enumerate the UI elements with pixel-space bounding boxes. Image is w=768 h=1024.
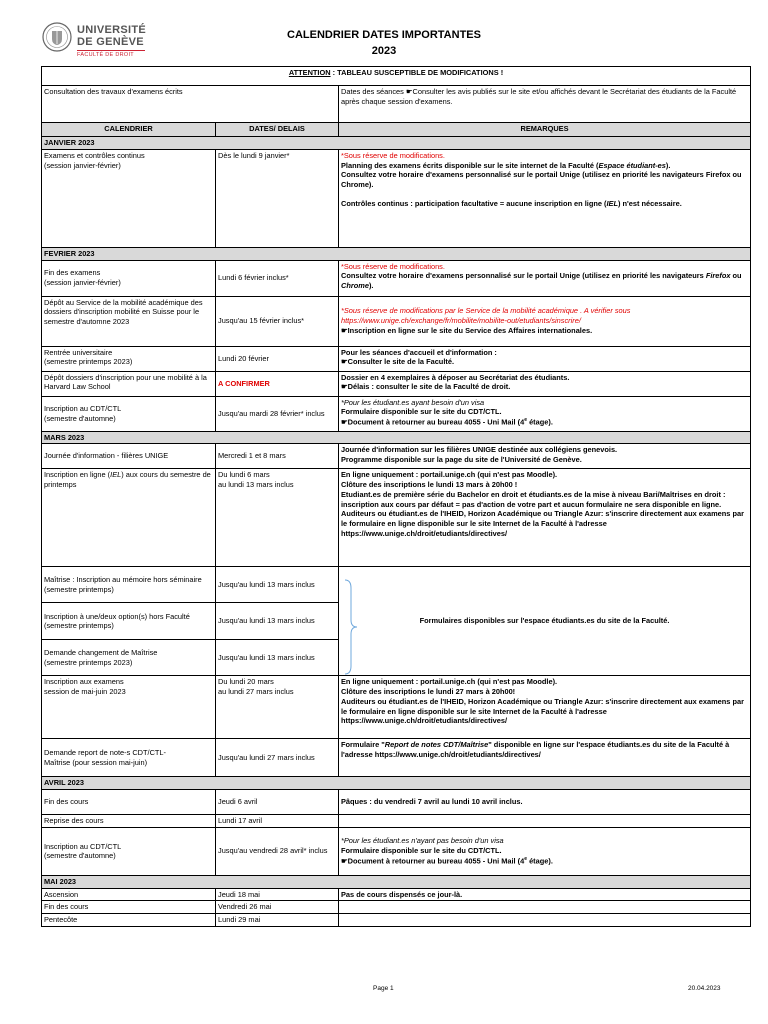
table-row: [42, 567, 751, 603]
logo-faculty: FACULTÉ DE DROIT: [77, 52, 134, 58]
date-cell: Lundi 17 avril: [216, 815, 339, 828]
calendar-cell: Dépôt au Service de la mobilité académique des dossiers d'inscription mobilité en Suisse pour le semestre d'automne 2023: [42, 296, 216, 346]
calendar-cell: Fin des cours: [42, 790, 216, 815]
remarks-cell: *Sous réserve de modifications par le Service de la mobilité académique . A vérifier sous https://www.unige.ch/exchange/fr/mobilite/mobilite-out/etudiants/sinscrire/ ☛Inscription en ligne sur le site du Service des Affaires internationales.: [339, 296, 751, 346]
table-row: [42, 469, 751, 567]
table-row: [42, 371, 751, 396]
remarks-cell: Pour les séances d'accueil et d'information : ☛Consulter le site de la Faculté.: [339, 346, 751, 371]
table-row: [42, 676, 751, 739]
table-row: [42, 444, 751, 469]
table-row: [42, 888, 751, 901]
month-row-fevrier: [42, 247, 751, 260]
curly-brace-icon: [343, 578, 363, 676]
table-row: [42, 346, 751, 371]
date-cell: Jeudi 6 avril: [216, 790, 339, 815]
month-label: JANVIER 2023: [42, 137, 751, 150]
date-cell: A CONFIRMER: [216, 371, 339, 396]
date-cell: Lundi 20 février: [216, 346, 339, 371]
table-row: [42, 815, 751, 828]
date-cell: Lundi 6 février inclus*: [216, 260, 339, 296]
remarks-cell: En ligne uniquement : portail.unige.ch (qui n'est pas Moodle). Clôture des inscriptions le lundi 27 mars à 20h00! Auditeurs ou étudiant.es de l'IHEID, Horizon Académique ou Triangle Azur: s'inscrire directement aux examens par le formulaire en ligne disponible sur le site Internet de la Faculté à l'adresse https://www.unige.ch/droit/etudiants/directives/: [339, 676, 751, 739]
date-cell: Jusqu'au lundi 13 mars inclus: [216, 640, 339, 676]
table-row: [42, 827, 751, 875]
table-row: [42, 790, 751, 815]
table-row: [42, 260, 751, 296]
footer-date: 20.04.2023: [688, 985, 721, 992]
month-row-avril: [42, 777, 751, 790]
calendar-cell: Fin des cours: [42, 901, 216, 914]
date-cell: Du lundi 6 mars au lundi 13 mars inclus: [216, 469, 339, 567]
calendar-cell: Ascension: [42, 888, 216, 901]
date-cell: Jusqu'au 15 février inclus*: [216, 296, 339, 346]
footer-page: Page 1: [373, 985, 394, 992]
calendar-cell: Reprise des cours: [42, 815, 216, 828]
calendar-table: [41, 66, 751, 927]
date-cell: Dès le lundi 9 janvier*: [216, 149, 339, 247]
date-cell: Jusqu'au vendredi 28 avril* inclus: [216, 827, 339, 875]
remarks-cell: *Sous réserve de modifications. Planning des examens écrits disponible sur le site internet de la Faculté (Espace étudiant-es). Consultez votre horaire d'examens personnalisé sur le portail Unige (utilisez en priorité les navigateurs Firefox ou Chrome). Contrôles continus : participation facultative = aucune inscription en ligne (IEL) n'est nécessaire.: [339, 149, 751, 247]
column-header-calendrier: CALENDRIER: [42, 123, 216, 137]
remarks-cell: *Pour les étudiant.es n'ayant pas besoin d'un visa Formulaire disponible sur le site du CDT/CTL. ☛Document à retourner au bureau 4055 - Uni Mail (4e étage).: [339, 827, 751, 875]
calendar-cell: Inscription au CDT/CTL (semestre d'automne): [42, 396, 216, 431]
attention-text: : TABLEAU SUSCEPTIBLE DE MODIFICATIONS !: [330, 68, 504, 77]
column-header-row: [42, 123, 751, 137]
date-cell: Lundi 29 mai: [216, 914, 339, 927]
date-cell: Jeudi 18 mai: [216, 888, 339, 901]
calendar-cell: Inscription à une/deux option(s) hors Faculté (semestre printemps): [42, 603, 216, 640]
attention-row: [42, 67, 751, 86]
logo-line-1: UNIVERSITÉ: [77, 24, 147, 36]
calendar-cell: Demande report de note-s CDT/CTL- Maîtrise (pour session mai-juin): [42, 739, 216, 777]
table-row: [42, 296, 751, 346]
table-row: [42, 149, 751, 247]
calendar-cell: Inscription aux examens session de mai-juin 2023: [42, 676, 216, 739]
date-cell: Vendredi 26 mai: [216, 901, 339, 914]
logo-line-2: DE GENÈVE: [77, 36, 144, 48]
remarks-cell: Journée d'information sur les filières UNIGE destinée aux collégiens genevois. Programme disponible sur la page du site de l'Université de Genève.: [339, 444, 751, 469]
date-cell: Jusqu'au lundi 13 mars inclus: [216, 567, 339, 603]
remarks-cell: Pas de cours dispensés ce jour-là.: [339, 888, 751, 901]
date-cell: Du lundi 20 mars au lundi 27 mars inclus: [216, 676, 339, 739]
calendar-cell: Journée d'information - filières UNIGE: [42, 444, 216, 469]
consultation-right: [339, 86, 751, 123]
consultation-text: Consulter les avis publiés sur le site et/ou affichés devant le Secrétariat des étudiants de la Faculté après chaque session d'examens.: [341, 87, 737, 106]
month-row-mars: [42, 431, 751, 444]
page-year: 2023: [371, 45, 397, 57]
calendar-cell: Dépôt dossiers d'inscription pour une mobilité à la Harvard Law School: [42, 371, 216, 396]
calendar-cell: Inscription au CDT/CTL (semestre d'automne): [42, 827, 216, 875]
remarks-cell: *Sous réserve de modifications. Consultez votre horaire d'examens personnalisé sur le portail Unige (utilisez en priorité les navigateurs Firefox ou Chrome).: [339, 260, 751, 296]
month-label: FEVRIER 2023: [42, 247, 751, 260]
remarks-cell: Dossier en 4 exemplaires à déposer au Secrétariat des étudiants. ☛Délais : consulter le site de la Faculté de droit.: [339, 371, 751, 396]
attention-label: ATTENTION: [288, 68, 331, 77]
consultation-row: [42, 86, 751, 123]
remarks-cell: Pâques : du vendredi 7 avril au lundi 10 avril inclus.: [339, 790, 751, 815]
date-cell: Jusqu'au lundi 13 mars inclus: [216, 603, 339, 640]
calendar-cell: Fin des examens (session janvier-février): [42, 260, 216, 296]
remarks-cell: [339, 901, 751, 914]
calendar-cell: Pentecôte: [42, 914, 216, 927]
table-row: [42, 396, 751, 431]
table-row: [42, 901, 751, 914]
attention-cell: [42, 67, 751, 86]
column-header-remarques: REMARQUES: [339, 123, 751, 137]
remarks-cell-shared: Formulaires disponibles sur l'espace étudiants.es du site de la Faculté.: [339, 567, 751, 676]
column-header-dates: DATES/ DELAIS: [216, 123, 339, 137]
month-label: MARS 2023: [42, 431, 751, 444]
remarks-cell: [339, 815, 751, 828]
table-row: [42, 739, 751, 777]
date-cell: Jusqu'au lundi 27 mars inclus: [216, 739, 339, 777]
consultation-seances: Dates des séances ☛: [341, 87, 413, 96]
calendar-cell: Maîtrise : Inscription au mémoire hors séminaire (semestre printemps): [42, 567, 216, 603]
calendar-cell: Examens et contrôles continus (session janvier-février): [42, 149, 216, 247]
month-label: AVRIL 2023: [42, 777, 751, 790]
date-cell: Mercredi 1 et 8 mars: [216, 444, 339, 469]
remarks-cell: [339, 914, 751, 927]
month-label: MAI 2023: [42, 875, 751, 888]
page-title: CALENDRIER DATES IMPORTANTES: [287, 29, 481, 41]
calendar-cell: Demande changement de Maîtrise (semestre printemps 2023): [42, 640, 216, 676]
month-row-janvier: [42, 137, 751, 150]
date-cell: Jusqu'au mardi 28 février* inclus: [216, 396, 339, 431]
table-row: [42, 914, 751, 927]
calendar-cell: Rentrée universitaire (semestre printemps 2023): [42, 346, 216, 371]
remarks-cell: *Pour les étudiant.es ayant besoin d'un visa Formulaire disponible sur le site du CDT/CTL. ☛Document à retourner au bureau 4055 - Uni Mail (4e étage).: [339, 396, 751, 431]
month-row-mai: [42, 875, 751, 888]
remarks-cell: Formulaire "Report de notes CDT/Maîtrise" disponible en ligne sur l'espace étudiants.es du site de la Faculté à l'adresse https://www.unige.ch/droit/etudiants/directives/: [339, 739, 751, 777]
calendar-cell: Inscription en ligne (IEL) aux cours du semestre de printemps: [42, 469, 216, 567]
remarks-cell: En ligne uniquement : portail.unige.ch (qui n'est pas Moodle). Clôture des inscriptions le lundi 13 mars à 20h00 ! Etudiant.es de première série du Bachelor en droit et étudiants.es de la mise à niveau Bari/Maîtrises en droit : inscription aux cours par défaut = pas d'action de votre part et aucun formulaire ne sera disponible en ligne. Auditeurs ou étudiant.es de l'IHEID, Horizon Académique ou Triangle Azur: s'inscrire directement aux examens par le formulaire en ligne disponible sur le site Internet de la Faculté à l'adresse https://www.unige.ch/droit/etudiants/directives/: [339, 469, 751, 567]
consultation-left: Consultation des travaux d'examens écrits: [42, 86, 339, 123]
